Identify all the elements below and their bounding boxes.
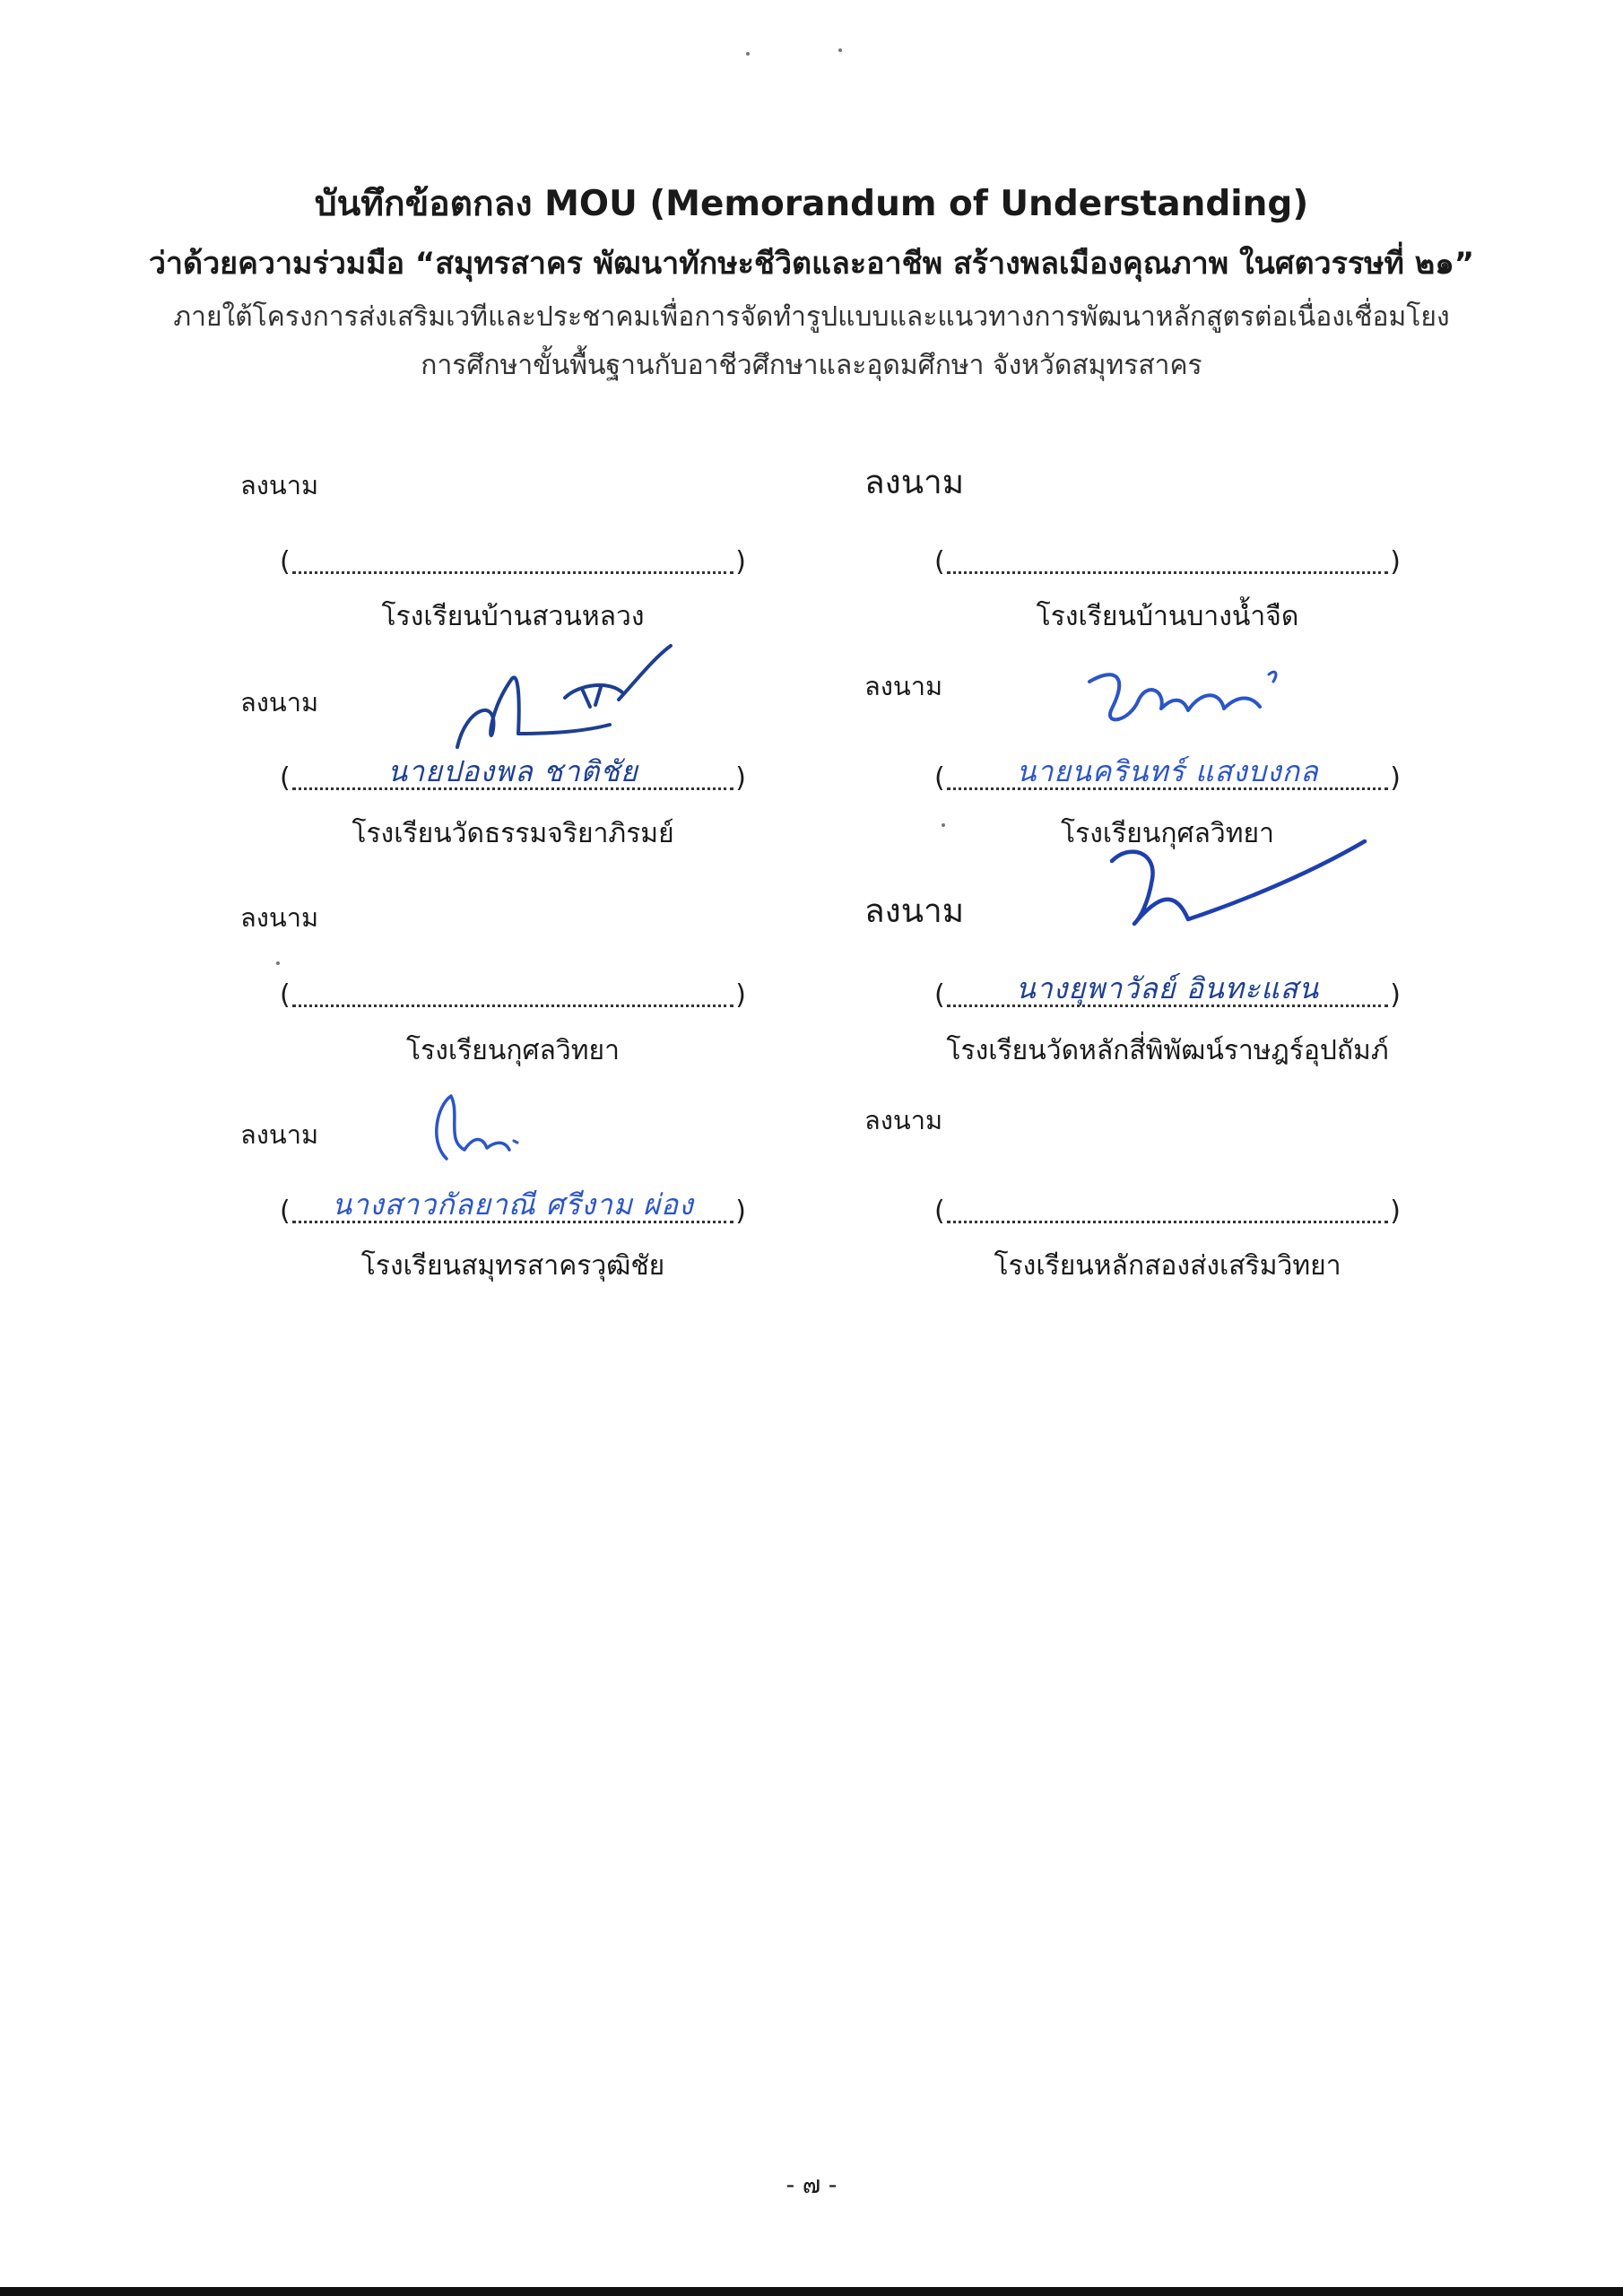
school-name: โรงเรียนบ้านสวนหลวง [381,601,645,632]
open-paren: ( [280,979,291,1011]
signature-line [934,754,1401,796]
school-name: โรงเรียนหลักสองส่งเสริมวิทยา [994,1250,1341,1282]
close-paren: ) [1390,762,1401,794]
signature-line [934,971,1401,1013]
printed-name [956,537,1379,577]
printed-name [956,1187,1379,1226]
sign-label: ลงนาม [864,1105,943,1135]
sign-label: ลงนาม [864,671,943,701]
handwritten-signature [420,1087,527,1168]
handwritten-signature [1103,834,1372,933]
scan-speck [746,52,750,56]
close-paren: ) [735,979,746,1011]
sign-label: ลงนาม [240,470,319,500]
project-description-line-1: ภายใต้โครงการส่งเสริมเวทีและประชาคมเพื่อการจัดทำรูปแบบและแนวทางการพัฒนาหลักสูตรต่อเนื่องเชื่อมโยง [173,301,1450,333]
printed-name: นางยุพาวัลย์ อินทะแสน [1015,971,1320,1005]
page-number: - ๗ - [785,2171,838,2199]
open-paren: ( [934,1196,945,1227]
scan-speck [942,823,945,827]
signature-line [934,1194,1401,1230]
signature-line [934,544,1401,580]
scan-speck [838,48,842,52]
sign-label: ลงนาม [864,891,965,930]
close-paren: ) [1390,546,1401,578]
sign-label: ลงนาม [240,902,319,933]
signature-line [280,544,746,580]
project-description-line-2: การศึกษาขั้นพื้นฐานกับอาชีวศึกษาและอุดมศึกษา จังหวัดสมุทรสาคร [421,350,1202,381]
handwritten-signature [430,644,681,761]
school-name: โรงเรียนกุศลวิทยา [1061,818,1274,849]
close-paren: ) [735,762,746,794]
printed-name: นายปองพล ชาติชัย [387,754,638,788]
scan-speck [276,961,280,965]
signature-line [280,978,746,1013]
sign-label: ลงนาม [240,1119,319,1150]
school-name: โรงเรียนวัดธรรมจริยาภิรมย์ [352,818,674,849]
school-name: โรงเรียนกุศลวิทยา [406,1035,620,1066]
school-name: โรงเรียนบ้านบางน้ำจืด [1036,601,1299,632]
signature-line [280,1187,746,1230]
open-paren: ( [934,762,945,794]
document-title: บันทึกข้อตกลง MOU (Memorandum of Understanding) [314,184,1309,224]
school-name: โรงเรียนสมุทรสาครวุฒิชัย [360,1250,665,1282]
printed-name: นายนครินทร์ แสงบงกล [1016,754,1319,788]
open-paren: ( [280,762,291,794]
scan-edge [0,2287,1623,2296]
printed-name [301,970,725,1010]
printed-name [301,537,725,577]
close-paren: ) [735,1196,746,1227]
sign-label: ลงนาม [240,687,319,718]
open-paren: ( [280,1196,291,1227]
open-paren: ( [934,546,945,578]
close-paren: ) [1390,979,1401,1011]
signature-line [280,754,746,796]
printed-name: นางสาวกัลยาณี ศรีงาม ผ่อง [332,1187,694,1222]
sign-label: ลงนาม [864,463,965,501]
school-name: โรงเรียนวัดหลักสี่พิพัฒน์ราษฎร์อุปถัมภ์ [946,1035,1389,1066]
close-paren: ) [735,546,746,578]
handwritten-signature [1076,655,1300,735]
close-paren: ) [1390,1196,1401,1227]
document-subtitle: ว่าด้วยความร่วมมือ “สมุทรสาคร พัฒนาทักษะชีวิตและอาชีพ สร้างพลเมืองคุณภาพ ในศตวรรษที่ ๒๑” [148,246,1475,282]
open-paren: ( [280,546,291,578]
open-paren: ( [934,979,945,1011]
